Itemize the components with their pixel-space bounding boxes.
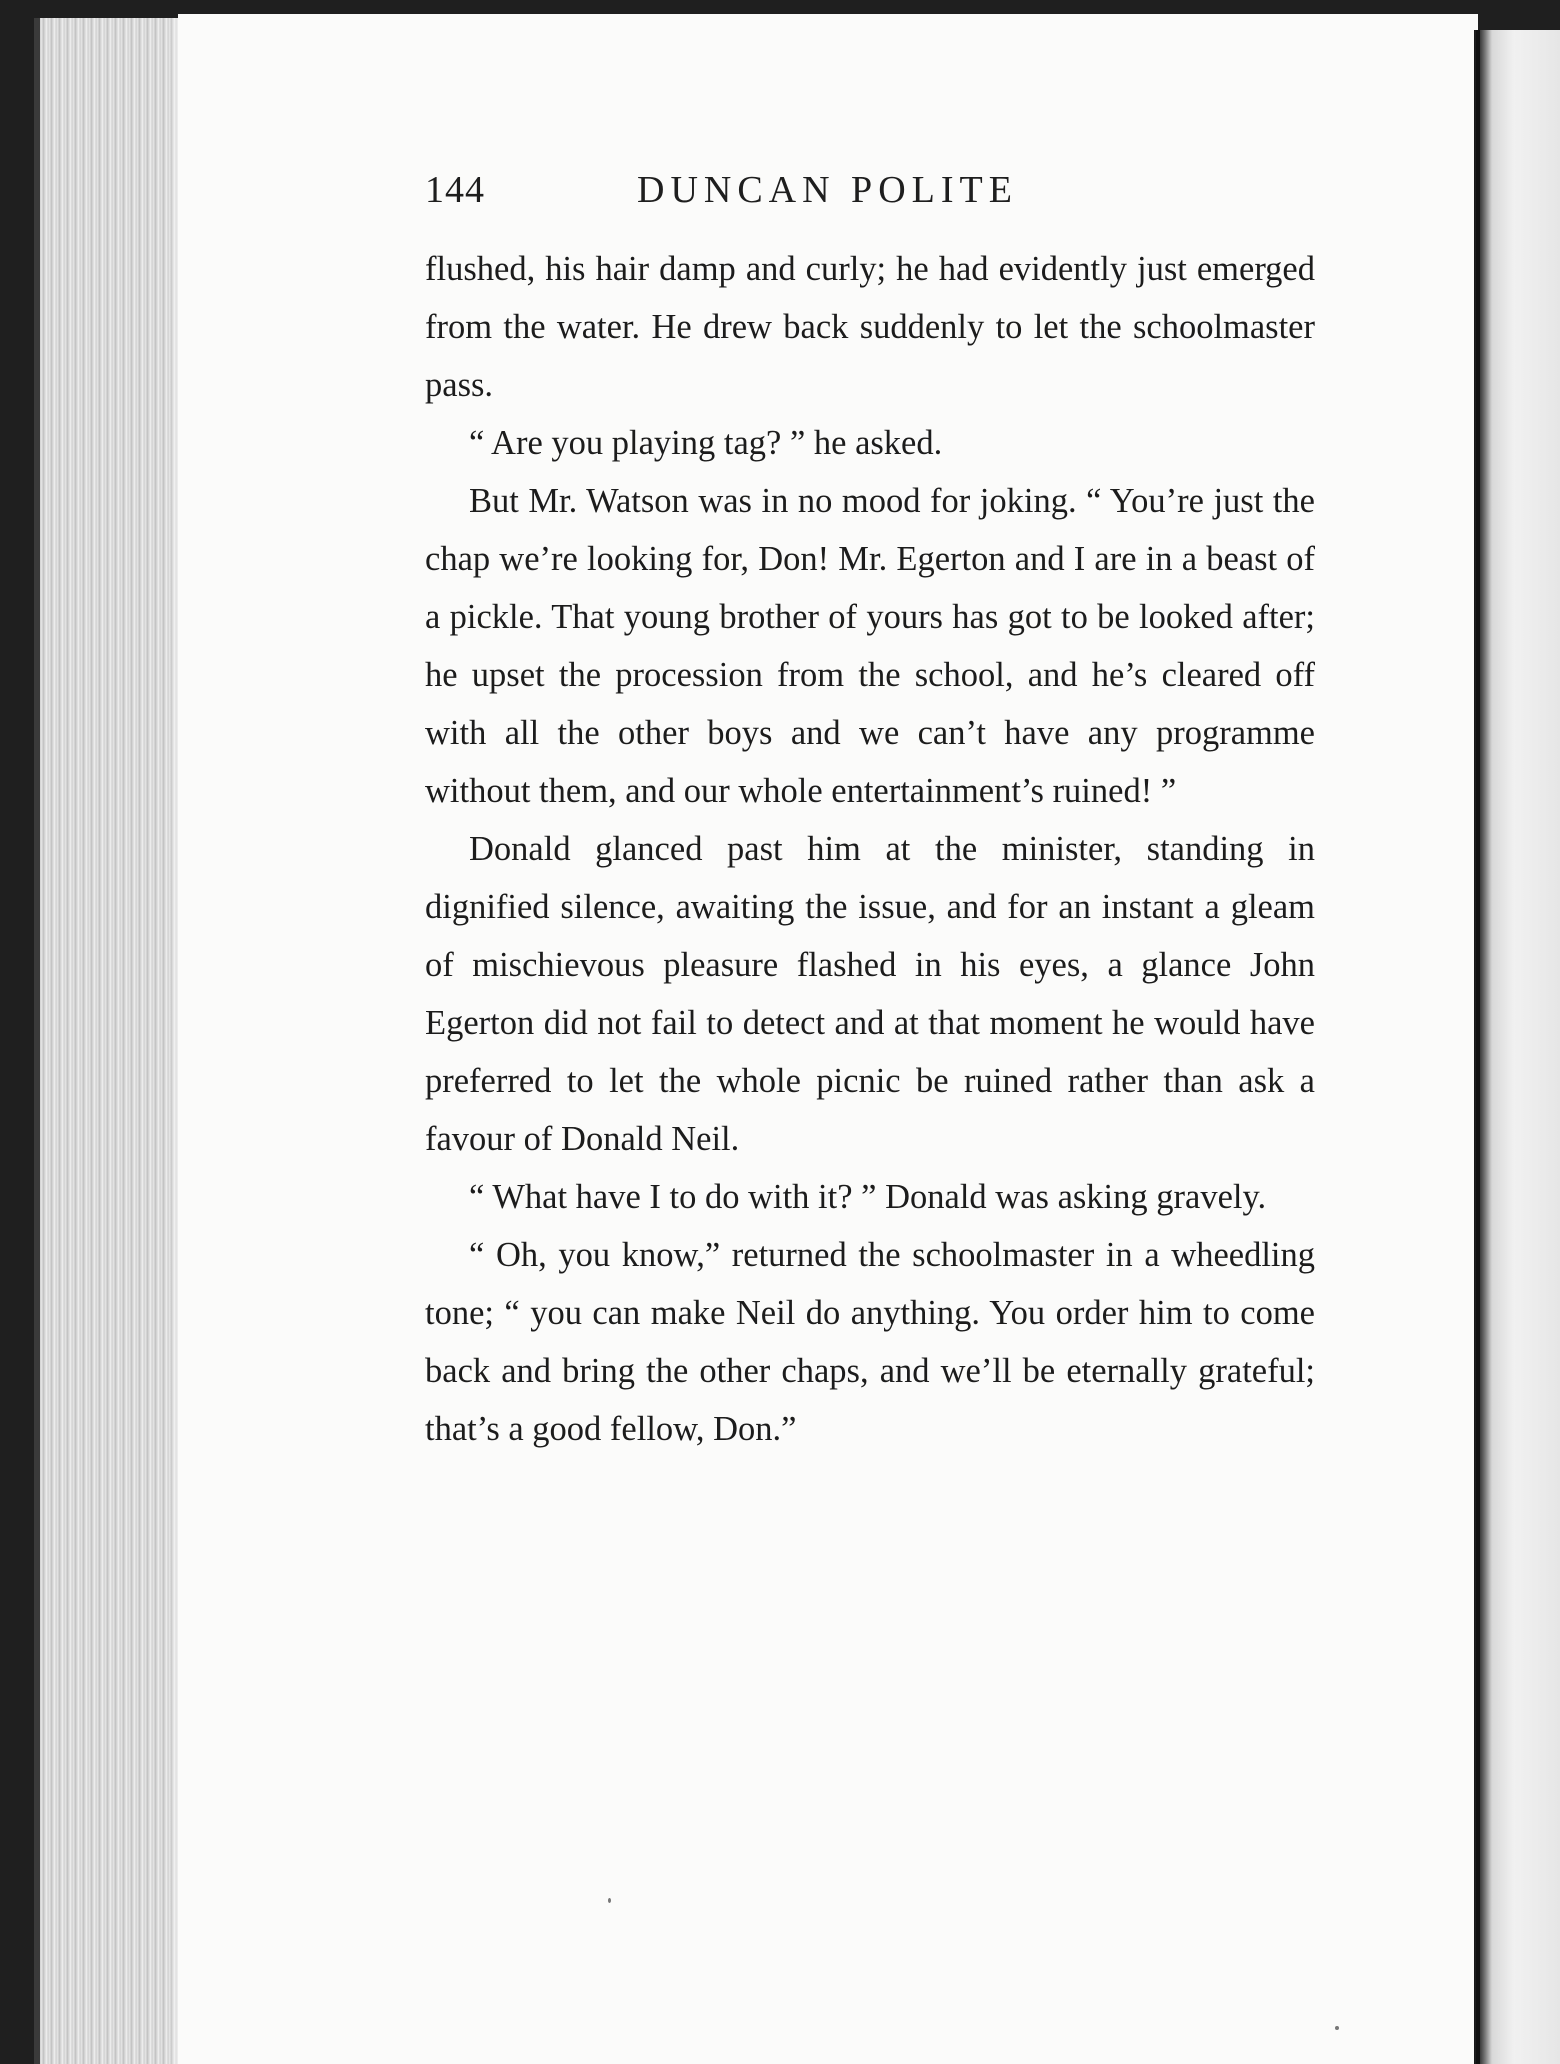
scan-speck bbox=[1335, 2026, 1339, 2030]
book-right-edge bbox=[1474, 30, 1560, 2064]
scan-speck bbox=[608, 1898, 611, 1903]
paragraph: “ Oh, you know,” returned the schoolmaster in a wheedling tone; “ you can make Neil do anything. You order him to come back and bring the other chaps, and we’ll be eternally grateful; that’s a good fellow, Don.” bbox=[425, 1236, 1315, 1448]
book-gutter-line bbox=[1476, 30, 1480, 2064]
body-text bbox=[425, 240, 1315, 1458]
paragraph: “ What have I to do with it? ” Donald was asking gravely. bbox=[469, 1178, 1267, 1216]
paragraph: Donald glanced past him at the minister, standing in dignified silence, awaiting the issue, and for an instant a gleam of mischievous pleasure flashed in his eyes, a glance John Egerton did not fail to detect and at that moment he would have preferred to let the whole picnic be ruined rather than ask a favour of Donald Neil. bbox=[425, 830, 1315, 1158]
paragraph-continued: flushed, his hair damp and curly; he had evidently just emerged from the water. He drew back suddenly to let the schoolmaster pass. bbox=[425, 250, 1315, 404]
paragraph: But Mr. Watson was in no mood for joking. “ You’re just the chap we’re looking for, Don! Mr. Egerton and I are in a beast of a pickle. That young brother of yours has got to be looked after; he upset the procession from the school, and he’s cleared off with all the other boys and we can’t have any programme without them, and our whole entertainment’s ruined! ” bbox=[425, 482, 1315, 810]
book-page-edges bbox=[34, 18, 190, 2064]
book-title: DUNCAN POLITE bbox=[637, 169, 1018, 211]
paragraph: “ Are you playing tag? ” he asked. bbox=[469, 424, 943, 462]
page-number: 144 bbox=[425, 169, 485, 211]
running-head bbox=[425, 168, 1125, 222]
